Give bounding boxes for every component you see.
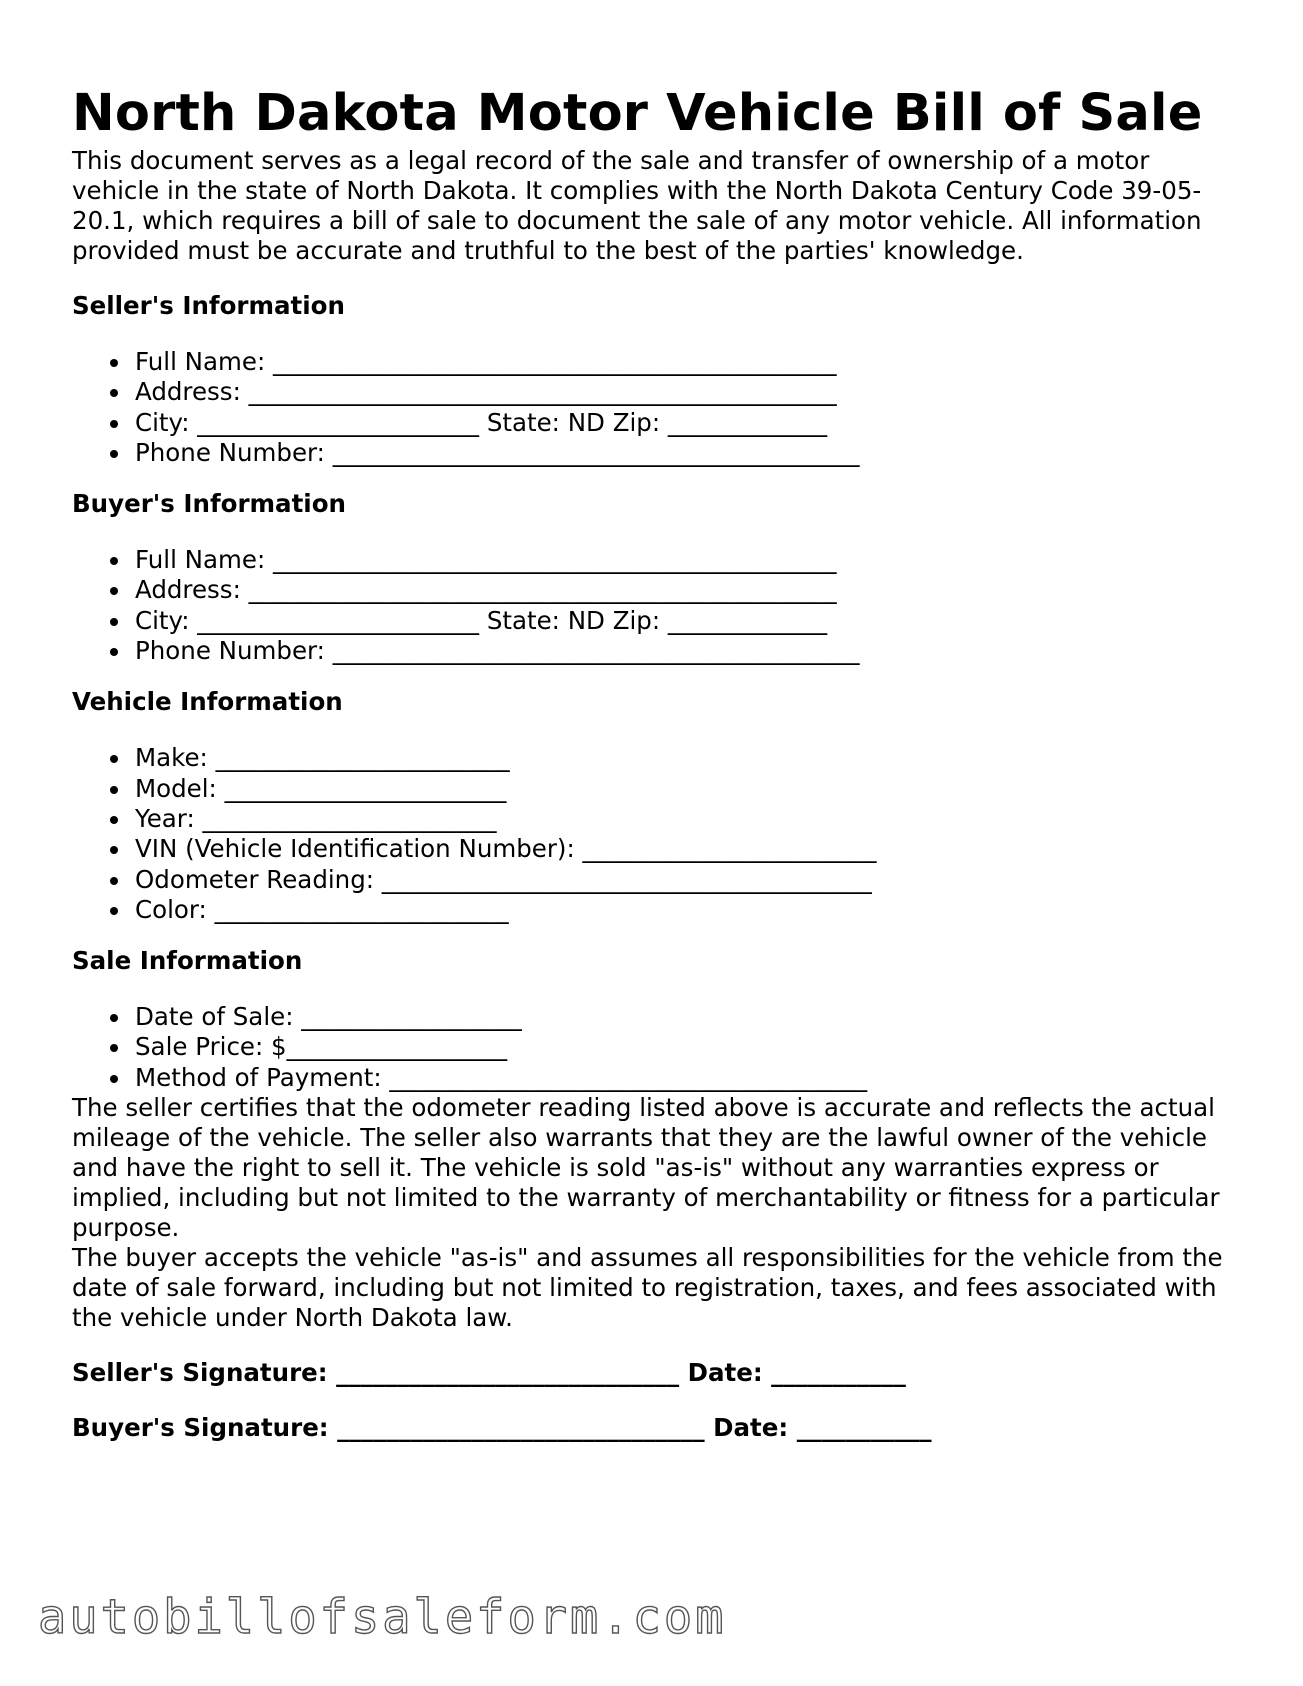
site-watermark: autobillofsaleform.com (38, 1590, 727, 1645)
payment-method-field[interactable]: Method of Payment: _______________________________________ (135, 1063, 1232, 1093)
buyer-section-heading: Buyer's Information (72, 489, 346, 519)
seller-section-heading: Seller's Information (72, 291, 345, 320)
seller-signature-line[interactable]: Seller's Signature: ____________________________ Date: ___________ (72, 1358, 906, 1388)
sale-date-field[interactable]: Date of Sale: __________________ (135, 1002, 1232, 1032)
seller-fields-list (72, 347, 1232, 468)
seller-city-state-zip-field[interactable]: City: _______________________ State: ND Zip: _____________ (135, 408, 1232, 438)
sale-section-heading: Sale Information (72, 946, 303, 976)
seller-full-name-field[interactable]: Full Name: ______________________________________________ (135, 347, 1232, 377)
vehicle-model-field[interactable]: Model: _______________________ (135, 774, 1232, 804)
document-title: North Dakota Motor Vehicle Bill of Sale (72, 84, 1203, 143)
seller-phone-field[interactable]: Phone Number: ___________________________________________ (135, 438, 1232, 468)
buyer-city-state-zip-field[interactable]: City: _______________________ State: ND Zip: _____________ (135, 606, 1232, 636)
vehicle-color-field[interactable]: Color: ________________________ (135, 895, 1232, 925)
buyer-signature-line[interactable]: Buyer's Signature: ______________________________ Date: ___________ (72, 1413, 932, 1443)
buyer-acceptance-paragraph: The buyer accepts the vehicle "as-is" and assumes all responsibilities for the vehicle from the date of sale forward, including but not limited to registration, taxes, and fees associated with the vehicle under North Dakota law. (72, 1243, 1223, 1333)
buyer-full-name-field[interactable]: Full Name: ______________________________________________ (135, 545, 1232, 575)
intro-paragraph: This document serves as a legal record of the sale and transfer of ownership of a motor vehicle in the state of North Dakota. It complies with the North Dakota Century Code 39-05-20.1, which requires a bill of sale to document the sale of any motor vehicle. All information provided must be accurate and truthful to the best of the parties' knowledge. (72, 146, 1202, 265)
vehicle-section-heading: Vehicle Information (72, 687, 343, 717)
bill-of-sale-document (72, 82, 1232, 1443)
buyer-phone-field[interactable]: Phone Number: ___________________________________________ (135, 636, 1232, 666)
vehicle-fields-list (72, 743, 1232, 925)
vehicle-year-field[interactable]: Year: ________________________ (135, 804, 1232, 834)
seller-address-field[interactable]: Address: ________________________________________________ (135, 377, 1232, 407)
vehicle-odometer-field[interactable]: Odometer Reading: ________________________________________ (135, 865, 1232, 895)
sale-fields-list (72, 1002, 1232, 1093)
vehicle-make-field[interactable]: Make: ________________________ (135, 743, 1232, 773)
buyer-fields-list (72, 545, 1232, 666)
buyer-address-field[interactable]: Address: ________________________________________________ (135, 575, 1232, 605)
vehicle-vin-field[interactable]: VIN (Vehicle Identification Number): ________________________ (135, 834, 1232, 864)
sale-price-field[interactable]: Sale Price: $__________________ (135, 1032, 1232, 1062)
seller-certification-paragraph: The seller certifies that the odometer reading listed above is accurate and reflects the actual mileage of the vehicle. The seller also warrants that they are the lawful owner of the vehicle and have the right to sell it. The vehicle is sold "as-is" without any warranties express or implied, including but not limited to the warranty of merchantability or fitness for a particular purpose. (72, 1093, 1220, 1243)
